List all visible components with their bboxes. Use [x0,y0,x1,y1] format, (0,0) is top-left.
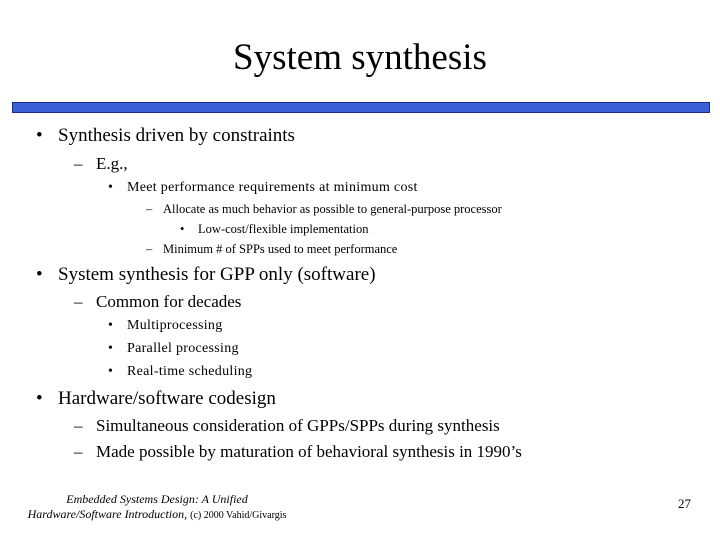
bullet-text: Real-time scheduling [127,364,253,379]
footer-copyright: (c) 2000 Vahid/Givargis [190,510,287,521]
dash-marker: – [74,442,83,461]
sub-bullet-item [108,364,252,380]
slide-footer [22,492,292,523]
bullet-text: Meet performance requirements at minimum cost [127,180,418,195]
sub-bullet-item [146,202,502,216]
dash-marker: – [146,242,153,256]
dash-marker: – [74,292,83,311]
sub-bullet-item [146,242,397,256]
bullet-text: Parallel processing [127,341,239,356]
bullet-text: E.g., [96,154,128,173]
footer-line-2 [22,507,292,523]
bullet-marker: • [108,341,114,356]
sub-bullet-item [74,442,522,462]
bullet-marker: • [36,388,43,409]
bullet-marker: • [180,222,185,236]
bullet-marker: • [108,180,114,195]
bullet-text: Multiprocessing [127,318,223,333]
footer-line-1: Embedded Systems Design: A Unified [66,492,248,506]
slide-title: System synthesis [233,37,487,78]
bullet-marker: • [36,264,43,285]
bullet-item [36,264,376,286]
sub-bullet-item [180,222,368,236]
dash-marker: – [74,154,83,173]
bullet-text: Synthesis driven by constraints [58,125,295,146]
dash-marker: – [74,416,83,435]
sub-bullet-item [108,318,223,334]
page-number: 27 [678,496,691,511]
dash-marker: – [146,202,153,216]
bullet-text: Made possible by maturation of behavioral synthesis in 1990’s [96,442,522,461]
bullet-text: Hardware/software codesign [58,388,276,409]
sub-bullet-item [108,180,418,196]
bullet-text: Allocate as much behavior as possible to general-purpose processor [163,202,502,216]
bullet-marker: • [108,318,114,333]
bullet-text: Low-cost/flexible implementation [198,222,369,236]
bullet-text: Common for decades [96,292,242,311]
title-divider-bar [12,102,710,113]
sub-bullet-item [108,341,239,357]
bullet-marker: • [36,125,43,146]
bullet-text: Simultaneous consideration of GPPs/SPPs during synthesis [96,416,500,435]
bullet-text: Minimum # of SPPs used to meet performance [163,242,398,256]
bullet-item [36,125,295,147]
footer-book-subtitle: Hardware/Software Introduction, [27,507,188,521]
bullet-text: System synthesis for GPP only (software) [58,264,376,285]
sub-bullet-item [74,416,500,436]
sub-bullet-item [74,154,128,174]
bullet-item [36,388,276,410]
bullet-marker: • [108,364,114,379]
sub-bullet-item [74,292,241,312]
